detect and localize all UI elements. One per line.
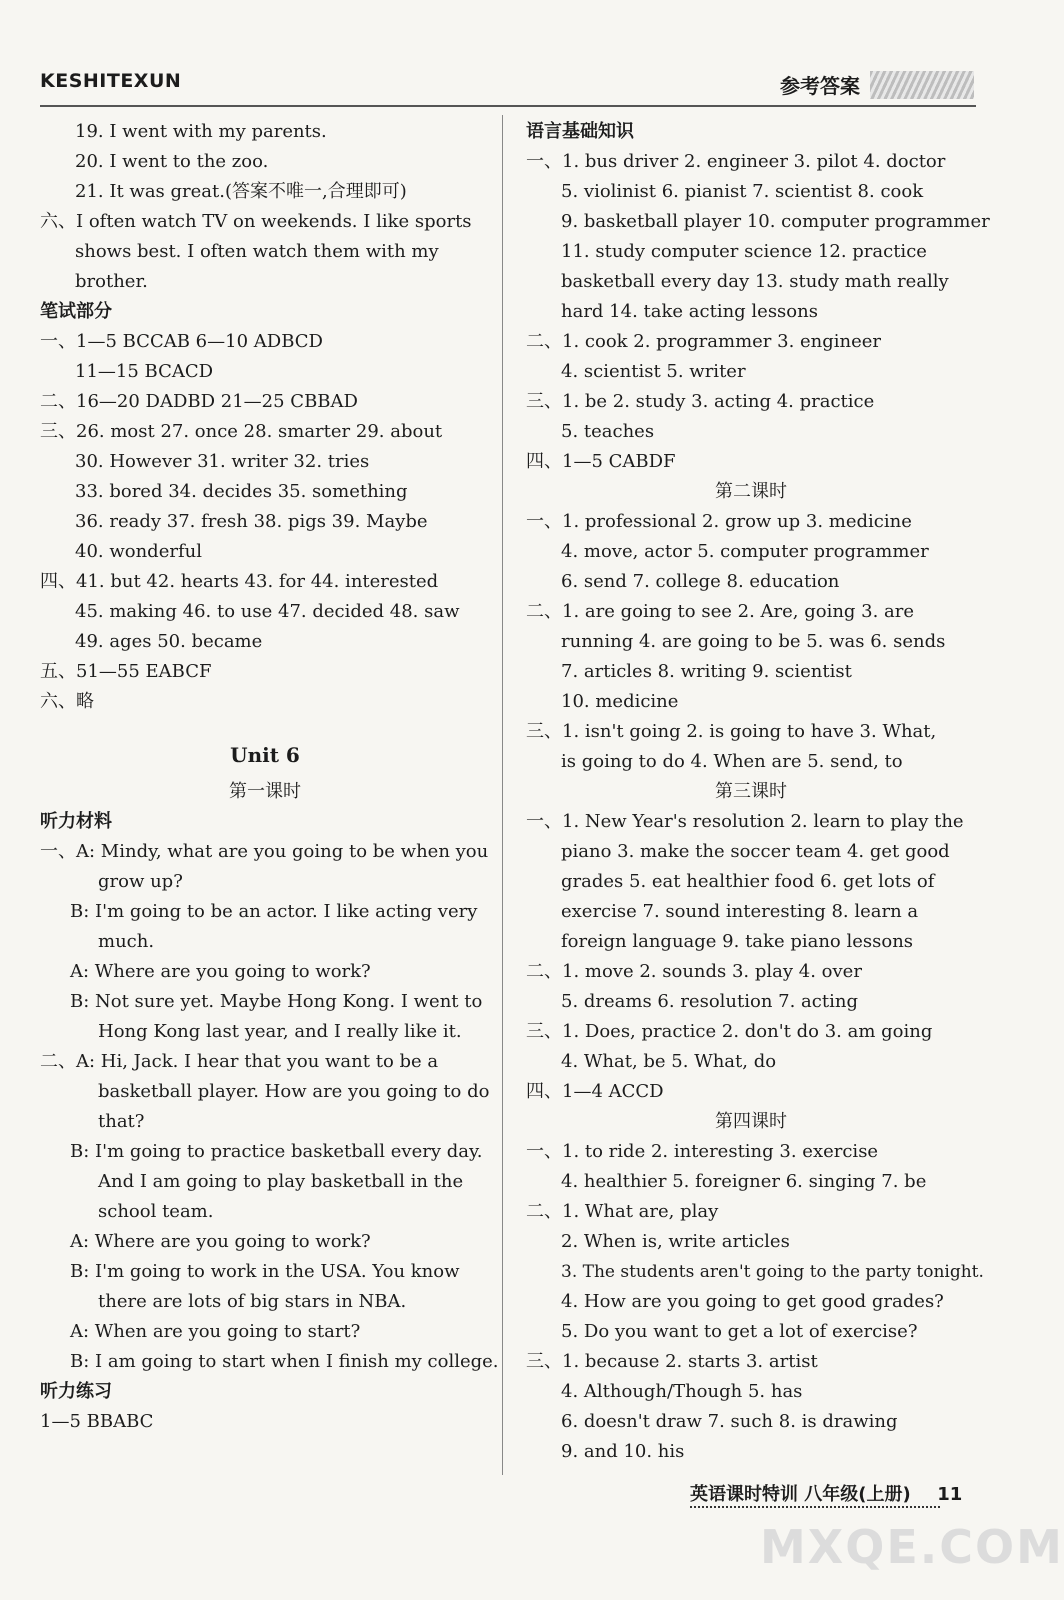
answer-line: A: Where are you going to work? xyxy=(70,1231,371,1252)
answer-line: 一、1. to ride 2. interesting 3. exercise xyxy=(526,1141,879,1162)
answer-line: 二、1. What are, play xyxy=(526,1201,719,1222)
answer-line: 一、1. professional 2. grow up 3. medicine xyxy=(526,511,912,532)
answer-line: 一、1—5 BCCAB 6—10 ADBCD xyxy=(40,331,323,352)
header-rule xyxy=(40,105,976,107)
answer-line: is going to do 4. When are 5. send, to xyxy=(561,751,903,772)
section-title: 参考答案 xyxy=(780,74,860,98)
answer-line: B: I'm going to practice basketball every day. xyxy=(70,1141,483,1162)
answer-line: brother. xyxy=(75,271,148,292)
answer-line: 5. violinist 6. pianist 7. scientist 8. cook xyxy=(561,181,924,202)
answer-line: 21. It was great.(答案不唯一,合理即可) xyxy=(75,181,407,202)
answer-line: 一、1. New Year's resolution 2. learn to play the xyxy=(526,811,964,832)
answer-line: 三、1. be 2. study 3. acting 4. practice xyxy=(526,391,875,412)
answer-line: 45. making 46. to use 47. decided 48. saw xyxy=(75,601,460,622)
lesson-title: 第二课时 xyxy=(715,481,787,502)
answer-line: B: Not sure yet. Maybe Hong Kong. I went to xyxy=(70,991,483,1012)
answer-line: 4. healthier 5. foreigner 6. singing 7. be xyxy=(561,1171,927,1192)
answer-line: Hong Kong last year, and I really like it. xyxy=(98,1021,462,1042)
answer-line: 7. articles 8. writing 9. scientist xyxy=(561,661,852,682)
column-divider xyxy=(502,115,503,1475)
answer-line: running 4. are going to be 5. was 6. sends xyxy=(561,631,946,652)
section-heading: 听力练习 xyxy=(40,1381,112,1402)
answer-line: 20. I went to the zoo. xyxy=(75,151,269,172)
answer-line: shows best. I often watch them with my xyxy=(75,241,439,262)
answer-line: 一、1. bus driver 2. engineer 3. pilot 4. doctor xyxy=(526,151,946,172)
answer-line: that? xyxy=(98,1111,145,1132)
answer-line: 二、1. cook 2. programmer 3. engineer xyxy=(526,331,882,352)
answer-line: piano 3. make the soccer team 4. get good xyxy=(561,841,950,862)
footer xyxy=(690,1480,962,1506)
answer-line: 49. ages 50. became xyxy=(75,631,263,652)
answer-line: 2. When is, write articles xyxy=(561,1231,790,1252)
answer-line: 36. ready 37. fresh 38. pigs 39. Maybe xyxy=(75,511,428,532)
answer-line: 六、I often watch TV on weekends. I like sports xyxy=(40,211,472,232)
answer-line: 六、略 xyxy=(40,691,94,712)
answer-line: grades 5. eat healthier food 6. get lots of xyxy=(561,871,935,892)
answer-line: 二、1. move 2. sounds 3. play 4. over xyxy=(526,961,862,982)
answer-line: 四、41. but 42. hearts 43. for 44. interested xyxy=(40,571,439,592)
answer-line: B: I'm going to work in the USA. You know xyxy=(70,1261,460,1282)
answer-line: 19. I went with my parents. xyxy=(75,121,327,142)
brand-label: KESHITEXUN xyxy=(40,70,182,92)
answer-line: 三、1. isn't going 2. is going to have 3. What, xyxy=(526,721,937,742)
page-number: 11 xyxy=(937,1484,963,1505)
answer-line: And I am going to play basketball in the xyxy=(98,1171,464,1192)
answer-line: 5. Do you want to get a lot of exercise? xyxy=(561,1321,918,1342)
answer-line: 一、A: Mindy, what are you going to be when you xyxy=(40,841,489,862)
answer-line: 11—15 BCACD xyxy=(75,361,214,382)
answer-line: 四、1—4 ACCD xyxy=(526,1081,664,1102)
answer-line: 11. study computer science 12. practice xyxy=(561,241,927,262)
answer-line: 5. dreams 6. resolution 7. acting xyxy=(561,991,858,1012)
answer-line: exercise 7. sound interesting 8. learn a xyxy=(561,901,919,922)
answer-line: 二、1. are going to see 2. Are, going 3. are xyxy=(526,601,915,622)
answer-line: 1—5 BBABC xyxy=(40,1411,154,1432)
answer-line: 四、1—5 CABDF xyxy=(526,451,676,472)
answer-line: 30. However 31. writer 32. tries xyxy=(75,451,370,472)
section-heading: 笔试部分 xyxy=(40,301,112,322)
answer-line: 9. basketball player 10. computer programmer xyxy=(561,211,990,232)
section-heading: 语言基础知识 xyxy=(526,121,634,142)
answer-line: B: I am going to start when I finish my college. xyxy=(70,1351,499,1372)
header-decoration xyxy=(870,71,974,99)
answer-line: 4. move, actor 5. computer programmer xyxy=(561,541,929,562)
lesson-title: 第一课时 xyxy=(229,781,301,802)
lesson-title: 第四课时 xyxy=(715,1111,787,1132)
answer-line: basketball player. How are you going to do xyxy=(98,1081,490,1102)
left-column xyxy=(40,117,499,1437)
answer-line: 五、51—55 EABCF xyxy=(40,661,212,682)
answer-line: A: When are you going to start? xyxy=(70,1321,361,1342)
answer-line: 三、1. because 2. starts 3. artist xyxy=(526,1351,818,1372)
right-column xyxy=(526,117,990,1467)
answer-line: foreign language 9. take piano lessons xyxy=(561,931,914,952)
answer-line: 4. Although/Though 5. has xyxy=(561,1381,803,1402)
answer-line: 4. scientist 5. writer xyxy=(561,361,746,382)
answer-line: much. xyxy=(98,931,155,952)
answer-line: 4. What, be 5. What, do xyxy=(561,1051,777,1072)
answer-line: 33. bored 34. decides 35. something xyxy=(75,481,408,502)
answer-line: B: I'm going to be an actor. I like acting very xyxy=(70,901,478,922)
section-heading: 听力材料 xyxy=(40,811,112,832)
book-title: 英语课时特训 八年级(上册) xyxy=(690,1484,911,1505)
answer-line: grow up? xyxy=(98,871,183,892)
answer-line: school team. xyxy=(98,1201,214,1222)
unit-title: Unit 6 xyxy=(230,743,300,767)
answer-line: 6. doesn't draw 7. such 8. is drawing xyxy=(561,1411,898,1432)
answer-line: basketball every day 13. study math really xyxy=(561,271,949,292)
answer-line: 三、26. most 27. once 28. smarter 29. about xyxy=(40,421,443,442)
answer-line: 3. The students aren't going to the party tonight. xyxy=(561,1262,984,1282)
answer-line: 二、16—20 DADBD 21—25 CBBAD xyxy=(40,391,358,412)
answer-line: 4. How are you going to get good grades? xyxy=(561,1291,944,1312)
lesson-title: 第三课时 xyxy=(715,781,787,802)
watermark: MXQE.COM xyxy=(760,1520,1064,1574)
answer-line: hard 14. take acting lessons xyxy=(561,301,818,322)
answer-line: 三、1. Does, practice 2. don't do 3. am going xyxy=(526,1021,933,1042)
footer-rule xyxy=(690,1506,940,1508)
answer-line: 40. wonderful xyxy=(75,541,202,562)
answer-line: 5. teaches xyxy=(561,421,655,442)
answer-line: there are lots of big stars in NBA. xyxy=(98,1291,407,1312)
answer-line: 9. and 10. his xyxy=(561,1441,685,1462)
answer-line: 二、A: Hi, Jack. I hear that you want to be a xyxy=(40,1051,439,1072)
answer-line: 10. medicine xyxy=(561,691,679,712)
answer-line: 6. send 7. college 8. education xyxy=(561,571,840,592)
answer-line: A: Where are you going to work? xyxy=(70,961,371,982)
